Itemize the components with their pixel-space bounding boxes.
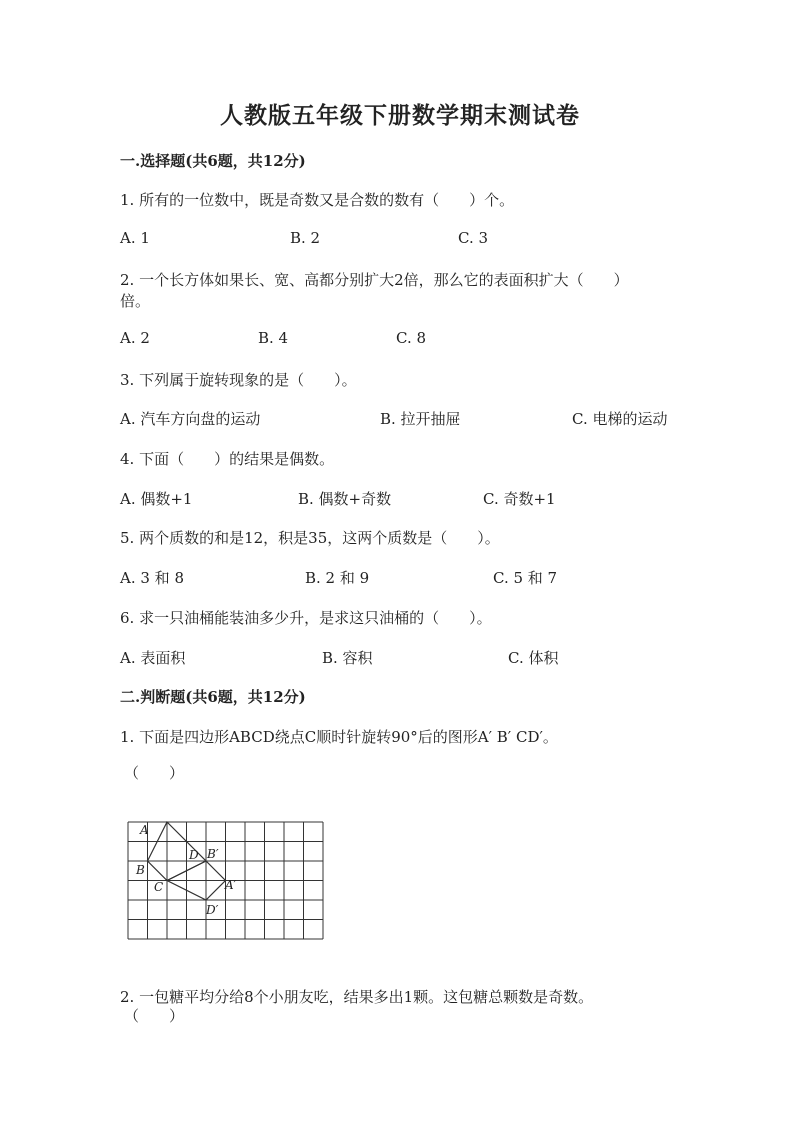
q2-option-a: A. 2: [120, 329, 150, 347]
question-6: 6. 求一只油桶能装油多少升，是求这只油桶的（ ）。: [120, 609, 492, 627]
judgment-answer-blank-2: （ ）: [124, 1007, 185, 1025]
label-b-prime: B′: [207, 847, 219, 861]
question-2: 2. 一个长方体如果长、宽、高都分别扩大2倍，那么它的表面积扩大（ ）: [120, 271, 629, 289]
q3-option-a: A. 汽车方向盘的运动: [120, 410, 261, 428]
q5-option-a: A. 3 和 8: [120, 569, 184, 587]
label-a: A: [140, 823, 149, 837]
label-d-prime: D′: [206, 903, 219, 917]
q1-option-c: C. 3: [458, 229, 489, 247]
q5-option-c: C. 5 和 7: [493, 569, 558, 587]
label-b: B: [136, 863, 145, 877]
q4-option-a: A. 偶数+1: [120, 490, 193, 508]
q6-option-b: B. 容积: [322, 649, 373, 667]
q4-option-b: B. 偶数+奇数: [298, 490, 392, 508]
judgment-answer-blank-1: （ ）: [124, 764, 185, 782]
q3-option-c: C. 电梯的运动: [572, 410, 668, 428]
page-title: 人教版五年级下册数学期末测试卷: [220, 102, 580, 129]
judgment-question-1: 1. 下面是四边形ABCD绕点C顺时针旋转90°后的图形A′ B′ CD′。: [120, 728, 558, 746]
q2-option-b: B. 4: [258, 329, 289, 347]
label-d: D: [189, 848, 199, 862]
label-a-prime: A′: [225, 878, 237, 892]
q2-option-c: C. 8: [396, 329, 427, 347]
q4-option-c: C. 奇数+1: [483, 490, 556, 508]
question-5: 5. 两个质数的和是12，积是35，这两个质数是（ ）。: [120, 529, 500, 547]
section-heading-judgment: 二.判断题(共6题，共12分): [120, 688, 306, 706]
q1-option-a: A. 1: [120, 229, 150, 247]
question-2-cont: 倍。: [120, 292, 151, 310]
q6-option-a: A. 表面积: [120, 649, 186, 667]
q6-option-c: C. 体积: [508, 649, 559, 667]
rotation-grid-figure: [126, 818, 326, 946]
q3-option-b: B. 拉开抽屉: [380, 410, 461, 428]
question-4: 4. 下面（ ）的结果是偶数。: [120, 450, 335, 468]
section-heading-choice: 一.选择题(共6题，共12分): [120, 152, 306, 170]
question-1: 1. 所有的一位数中，既是奇数又是合数的数有（ ）个。: [120, 191, 515, 209]
question-3: 3. 下列属于旋转现象的是（ ）。: [120, 371, 357, 389]
label-c: C: [154, 880, 164, 894]
q1-option-b: B. 2: [290, 229, 321, 247]
q5-option-b: B. 2 和 9: [305, 569, 370, 587]
judgment-question-2: 2. 一包糖平均分给8个小朋友吃，结果多出1颗。这包糖总颗数是奇数。: [120, 988, 594, 1006]
